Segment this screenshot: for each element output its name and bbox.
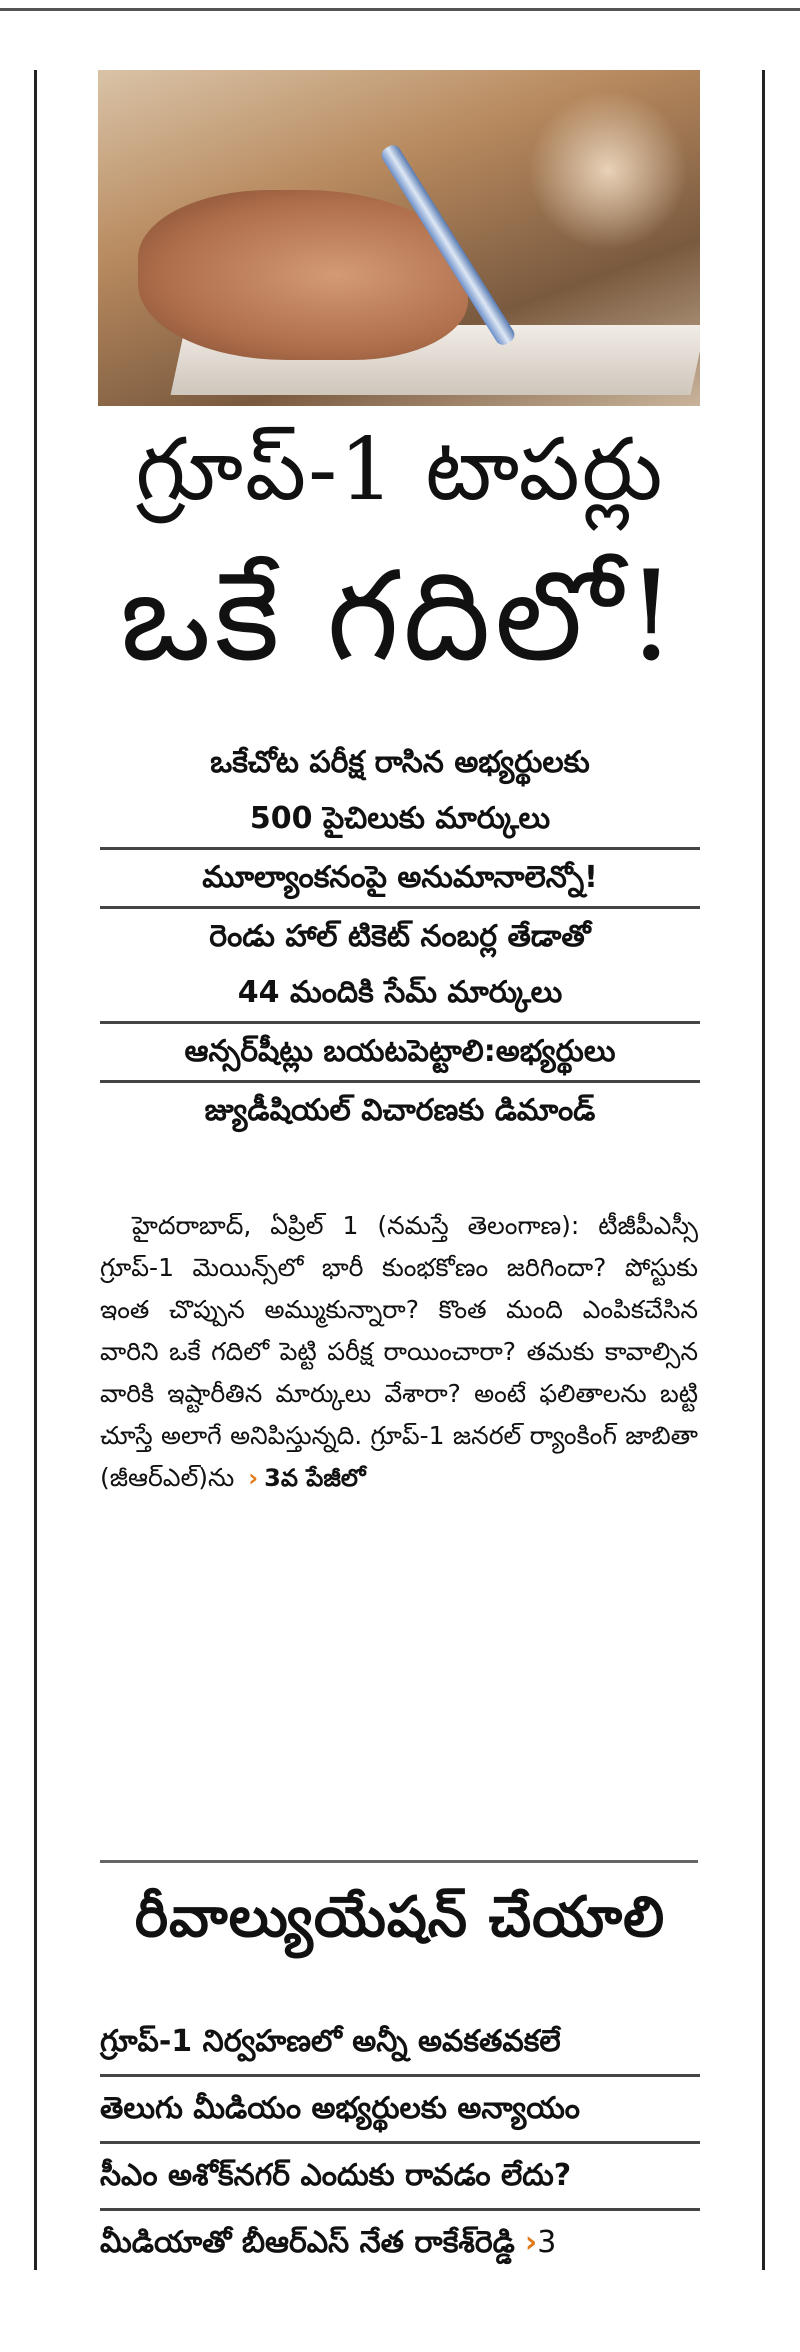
continued-label: 3వ పేజీలో bbox=[264, 1464, 366, 1492]
section-divider bbox=[100, 1860, 698, 1863]
subheadline-5: 44 మందికి సేమ్ మార్కులు bbox=[100, 965, 700, 1024]
continued-link[interactable] bbox=[248, 1464, 365, 1492]
chevron-right-icon[interactable]: › bbox=[524, 2225, 538, 2260]
subheadline-4: రెండు హాల్ టికెట్ నంబర్ల తేడాతో bbox=[209, 919, 591, 954]
subheadline-6: ఆన్సర్‌షీట్లు బయటపెట్టాలి:అభ్యర్థులు bbox=[100, 1024, 700, 1083]
article-text: హైదరాబాద్, ఏప్రిల్ 1 (నమస్తే తెలంగాణ): టీజీపీఎస్సీ గ్రూప్-1 మెయిన్స్‌లో భారీ కుంభకోణం జరిగిందా? పోస్టుకు ఇంత చొప్పున అమ్ముకున్నారా? కొంత మంది ఎంపికచేసిన వారిని ఒకే గదిలో పెట్టి పరీక్ష రాయించారా? తమకు కావాల్సిన వారికి ఇష్టారీతిన మార్కులు వేశారా? అంటే ఫలితాలను బట్టి చూస్తే అలాగే అనిపిస్తున్నది. గ్రూప్-1 జనరల్ ర్యాంకింగ్ జాబితా (జీఆర్ఎల్)ను bbox=[100, 1211, 698, 1492]
subheadline-3: మూల్యాంకనంపై అనుమానాలెన్నో! bbox=[100, 850, 700, 909]
headline-line-2: ఒకే గదిలో! bbox=[119, 545, 681, 689]
section2-decks bbox=[100, 2010, 700, 2275]
left-column-rule bbox=[34, 70, 37, 2270]
section2-deck-4-text: మీడియాతో బీఆర్ఎస్ నేత రాకేశ్‌రెడ్డి bbox=[100, 2225, 515, 2260]
photo-highlight bbox=[528, 90, 688, 250]
subheadline-2: 500 పైచిలుకు మార్కులు bbox=[100, 791, 700, 850]
headline-line-1: గ్రూప్-1 టాపర్లు bbox=[135, 420, 665, 520]
top-rule bbox=[0, 8, 800, 11]
section2-deck-3: సీఎం అశోక్‌నగర్ ఎందుకు రావడం లేదు? bbox=[100, 2144, 700, 2211]
subheadline-7: జ్యుడీషియల్ విచారణకు డిమాండ్ bbox=[204, 1093, 596, 1128]
subheadline-stack bbox=[100, 735, 700, 1139]
subheadline-1: ఒకేచోట పరీక్ష రాసిన అభ్యర్థులకు bbox=[210, 745, 590, 780]
exam-photo bbox=[98, 70, 700, 406]
section2-headline: రీవాల్యుయేషన్ చేయాలి bbox=[134, 1885, 666, 1950]
right-column-rule bbox=[762, 70, 765, 2270]
section2-deck-4 bbox=[100, 2211, 700, 2275]
section2-deck-2: తెలుగు మీడియం అభ్యర్థులకు అన్యాయం bbox=[100, 2077, 700, 2144]
chevron-right-icon: › bbox=[248, 1464, 259, 1492]
article-body bbox=[100, 1205, 698, 1499]
section2-jump-page[interactable]: 3 bbox=[537, 2225, 557, 2260]
section2-deck-1: గ్రూప్-1 నిర్వహణలో అన్నీ అవకతవకలే bbox=[100, 2010, 700, 2077]
